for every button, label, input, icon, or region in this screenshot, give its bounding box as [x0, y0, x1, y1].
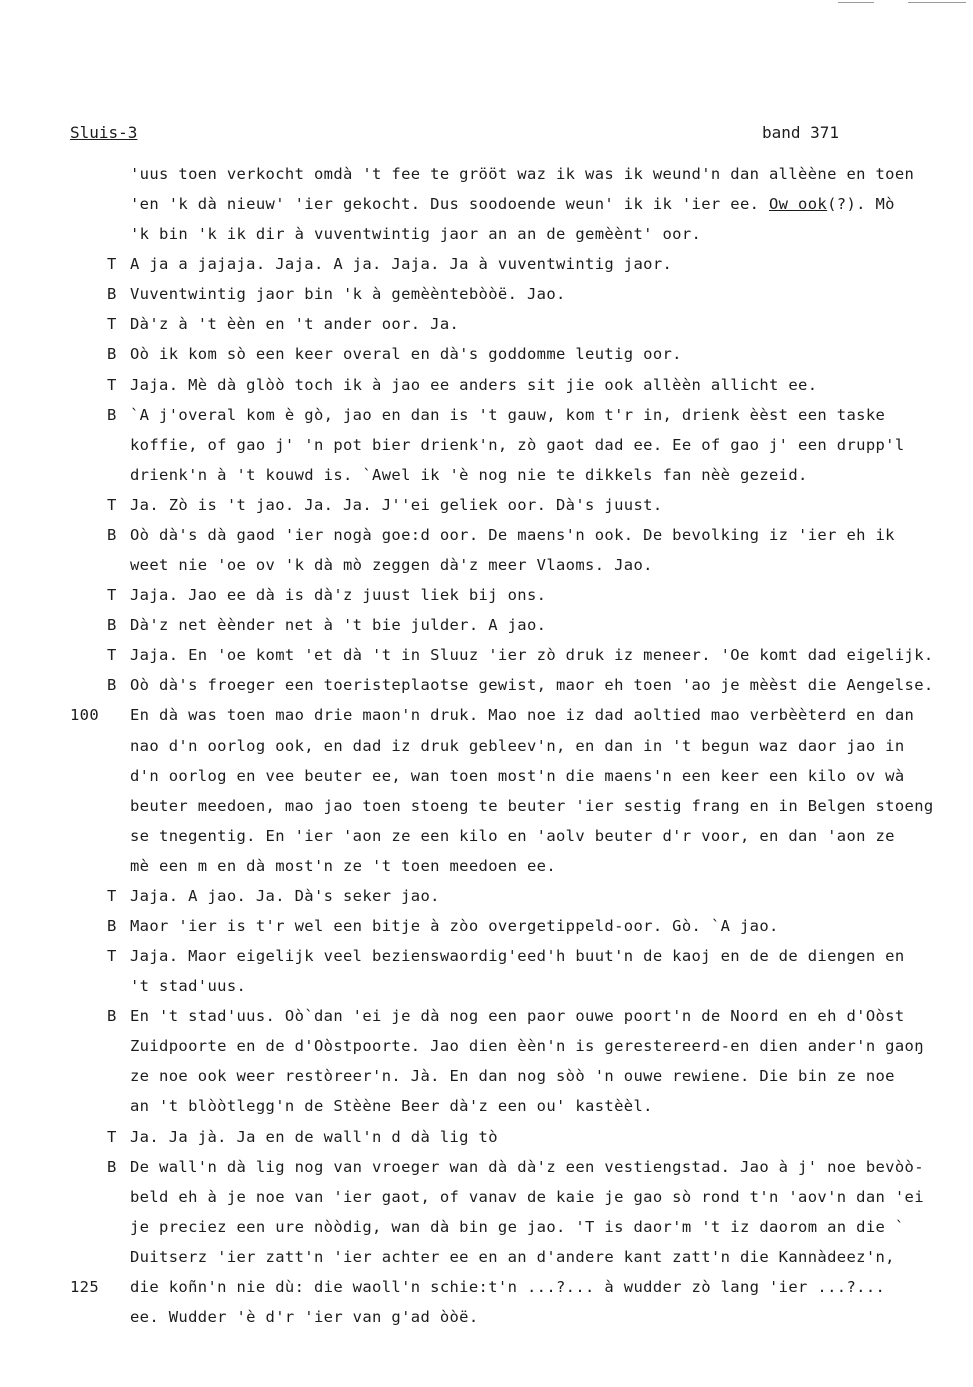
transcript-line: [0, 705, 973, 735]
utterance-text: drienk'n à 't kouwd is. `Awel ik 'è nog nie te dikkels fan nèè gezeid.: [130, 465, 808, 484]
transcript-line: [0, 405, 973, 435]
speaker-label: B: [107, 525, 117, 544]
transcript-line: [0, 645, 973, 675]
transcript-line: [0, 1187, 973, 1217]
transcript-line: [0, 886, 973, 916]
speaker-label: T: [107, 495, 117, 514]
utterance-text: Dà'z à 't èèn en 't ander oor. Ja.: [130, 315, 460, 334]
utterance-text: Oò dà's froeger een toeristeplaotse gewist, maor eh toen 'ao je mèèst die Aengelse.: [130, 676, 934, 695]
utterance-text: mè een m en dà most'n ze 't toen meedoen ee.: [130, 856, 556, 875]
transcript-line: [0, 1127, 973, 1157]
utterance-text: Ja. Ja jà. Ja en de wall'n d dà lig tò: [130, 1127, 498, 1146]
speaker-label: T: [107, 947, 117, 966]
speaker-label: B: [107, 1157, 117, 1176]
utterance-text: En 't stad'uus. Oò`dan 'ei je dà nog een paor ouwe poort'n de Noord en eh d'Oòst: [130, 1007, 905, 1026]
speaker-label: B: [107, 1007, 117, 1026]
utterance-text: En dà was toen mao drie maon'n druk. Mao noe iz dad aoltied mao verbèèterd en dan: [130, 706, 915, 725]
transcript-line: [0, 435, 973, 465]
utterance-text: Jaja. En 'oe komt 'et dà 't in Sluuz 'ier zò druk iz meneer. 'Oe komt dad eigelijk.: [130, 646, 934, 665]
speaker-label: T: [107, 255, 117, 274]
transcript-line: [0, 856, 973, 886]
utterance-text: Ja. Zò is 't jao. Ja. Ja. J''ei geliek oor. Dà's juust.: [130, 495, 663, 514]
speaker-label: T: [107, 1127, 117, 1146]
utterance-text: weet nie 'oe ov 'k dà mò zeggen dà'z meer Vlaoms. Jao.: [130, 556, 653, 575]
utterance-text: koffie, of gao j' 'n pot bier drienk'n, zò gaot dad ee. Ee of gao j' een drupp'l: [130, 435, 905, 454]
utterance-text: d'n oorlog en vee beuter ee, wan toen most'n die maens'n een keer een kilo ov wà: [130, 766, 905, 785]
transcript-line: [0, 736, 973, 766]
speaker-label: B: [107, 345, 117, 364]
transcript-line: [0, 194, 973, 224]
transcript-line: [0, 796, 973, 826]
speaker-label: B: [107, 616, 117, 635]
band-number: band 371: [762, 123, 840, 142]
utterance-text: 'k bin 'k ik dir à vuventwintig jaor an an de gemèènt' oor.: [130, 225, 702, 244]
speaker-label: T: [107, 646, 117, 665]
transcript-line: [0, 164, 973, 194]
utterance-text: ee. Wudder 'è d'r 'ier van g'ad òòë.: [130, 1308, 479, 1327]
utterance-text: 'en 'k dà nieuw' 'ier gekocht. Dus soodoende weun' ik ik 'ier ee. Ow ook(?). Mò: [130, 195, 895, 214]
transcript-line: [0, 375, 973, 405]
utterance-text: se tnegentig. En 'ier 'aon ze een kilo en 'aolv beuter d'r voor, en dan 'aon ze: [130, 826, 895, 845]
transcript-line: [0, 344, 973, 374]
transcript-line: [0, 1036, 973, 1066]
utterance-text: Maor 'ier is t'r wel een bitje à zòo overgetippeld-oor. Gò. `A jao.: [130, 917, 779, 935]
speaker-label: B: [107, 405, 117, 424]
utterance-text: A ja a jajaja. Jaja. A ja. Jaja. Ja à vuventwintig jaor.: [130, 255, 673, 274]
utterance-text: je preciez een ure nòòdig, wan dà bin ge jao. 'T is daor'm 't iz daorom an die `: [130, 1217, 905, 1236]
utterance-text: 't stad'uus.: [130, 977, 247, 996]
utterance-text: `A j'overal kom è gò, jao en dan is 't gauw, kom t'r in, drienk èèst een taske: [130, 405, 886, 424]
document-title: Sluis-3: [70, 123, 138, 142]
utterance-text: Jaja. Jao ee dà is dà'z juust liek bij ons.: [130, 586, 547, 605]
transcript-line: [0, 1157, 973, 1187]
speaker-label: T: [107, 586, 117, 605]
transcript-line: [0, 224, 973, 254]
utterance-text: die koñn'n nie dù: die waoll'n schie:t'n ...?... à wudder zò lang 'ier ...?...: [130, 1277, 886, 1296]
transcript-line: [0, 254, 973, 284]
utterance-text: De wall'n dà lig nog van vroeger wan dà dà'z een vestiengstad. Jao à j' noe bevòò-: [130, 1157, 924, 1176]
transcript-line: [0, 585, 973, 615]
transcript-line: [0, 1096, 973, 1126]
speaker-label: B: [107, 676, 117, 695]
speaker-label: T: [107, 375, 117, 394]
utterance-text: Jaja. A jao. Ja. Dà's seker jao.: [130, 886, 440, 905]
line-number-marker: 125: [70, 1277, 100, 1296]
transcript-line: [0, 555, 973, 585]
transcript-line: [0, 946, 973, 976]
top-rule-right: [908, 2, 966, 3]
utterance-text: Dà'z net èènder net à 't bie julder. A jao.: [130, 616, 547, 635]
transcript-line: [0, 525, 973, 555]
transcript-line: [0, 1277, 973, 1307]
transcript-line: [0, 284, 973, 314]
transcript-line: [0, 615, 973, 645]
underlined-word: Ow ook: [769, 195, 828, 214]
utterance-text: Duitserz 'ier zatt'n 'ier achter ee en an d'andere kant zatt'n die Kannàdeez'n,: [130, 1247, 895, 1266]
transcript-line: [0, 495, 973, 525]
utterance-text: ze noe ook weer restòreer'n. Jà. En dan nog sòò 'n ouwe rewiene. Die bin ze noe: [130, 1067, 895, 1086]
utterance-text: beld eh à je noe van 'ier gaot, of vanav de kaie je gao sò rond t'n 'aov'n dan 'ei: [130, 1187, 924, 1206]
utterance-text: Oò ik kom sò een keer overal en dà's goddomme leutig oor.: [130, 345, 682, 364]
utterance-text: Jaja. Mè dà glòò toch ik à jao ee anders sit jie ook allèèn allicht ee.: [130, 375, 818, 394]
speaker-label: B: [107, 917, 117, 935]
transcript-line: [0, 826, 973, 856]
speaker-label: T: [107, 886, 117, 905]
transcript-line: [0, 1006, 973, 1036]
transcript-line: [0, 766, 973, 796]
transcript-line: [0, 465, 973, 495]
utterance-text: Oò dà's dà gaod 'ier nogà goe:d oor. De maens'n ook. De bevolking iz 'ier eh ik: [130, 525, 895, 544]
utterance-text: Jaja. Maor eigelijk veel bezienswaordig'eed'h buut'n de kaoj en de de diengen en: [130, 947, 905, 966]
transcript-line: [0, 1307, 973, 1337]
transcript-line: [0, 916, 973, 946]
transcript-line: [0, 1217, 973, 1247]
utterance-text: an 't blòòtlegg'n de Stèène Beer dà'z een ou' kastèèl.: [130, 1097, 653, 1116]
transcript-line: [0, 675, 973, 705]
utterance-text: Vuventwintig jaor bin 'k à gemèèntebòòë. Jao.: [130, 285, 566, 304]
utterance-text: beuter meedoen, mao jao toen stoeng te beuter 'ier sestig frang en in Belgen stoeng: [130, 796, 934, 815]
utterance-text: Zuidpoorte en de d'Oòstpoorte. Jao dien èèn'n is gerestereerd-en dien ander'n gaoŋ: [130, 1037, 924, 1056]
transcript-line: [0, 1247, 973, 1277]
top-rule-left: [838, 2, 874, 3]
speaker-label: B: [107, 285, 117, 304]
utterance-text: 'uus toen verkocht omdà 't fee te grööt waz ik was ik weund'n dan allèène en toen: [130, 165, 915, 183]
utterance-text: nao d'n oorlog ook, en dad iz druk gebleev'n, en dan in 't begun waz daor jao in: [130, 736, 905, 755]
transcript-line: [0, 1066, 973, 1096]
transcript-line: [0, 976, 973, 1006]
line-number-marker: 100: [70, 706, 100, 725]
transcript-line: [0, 314, 973, 344]
speaker-label: T: [107, 315, 117, 334]
